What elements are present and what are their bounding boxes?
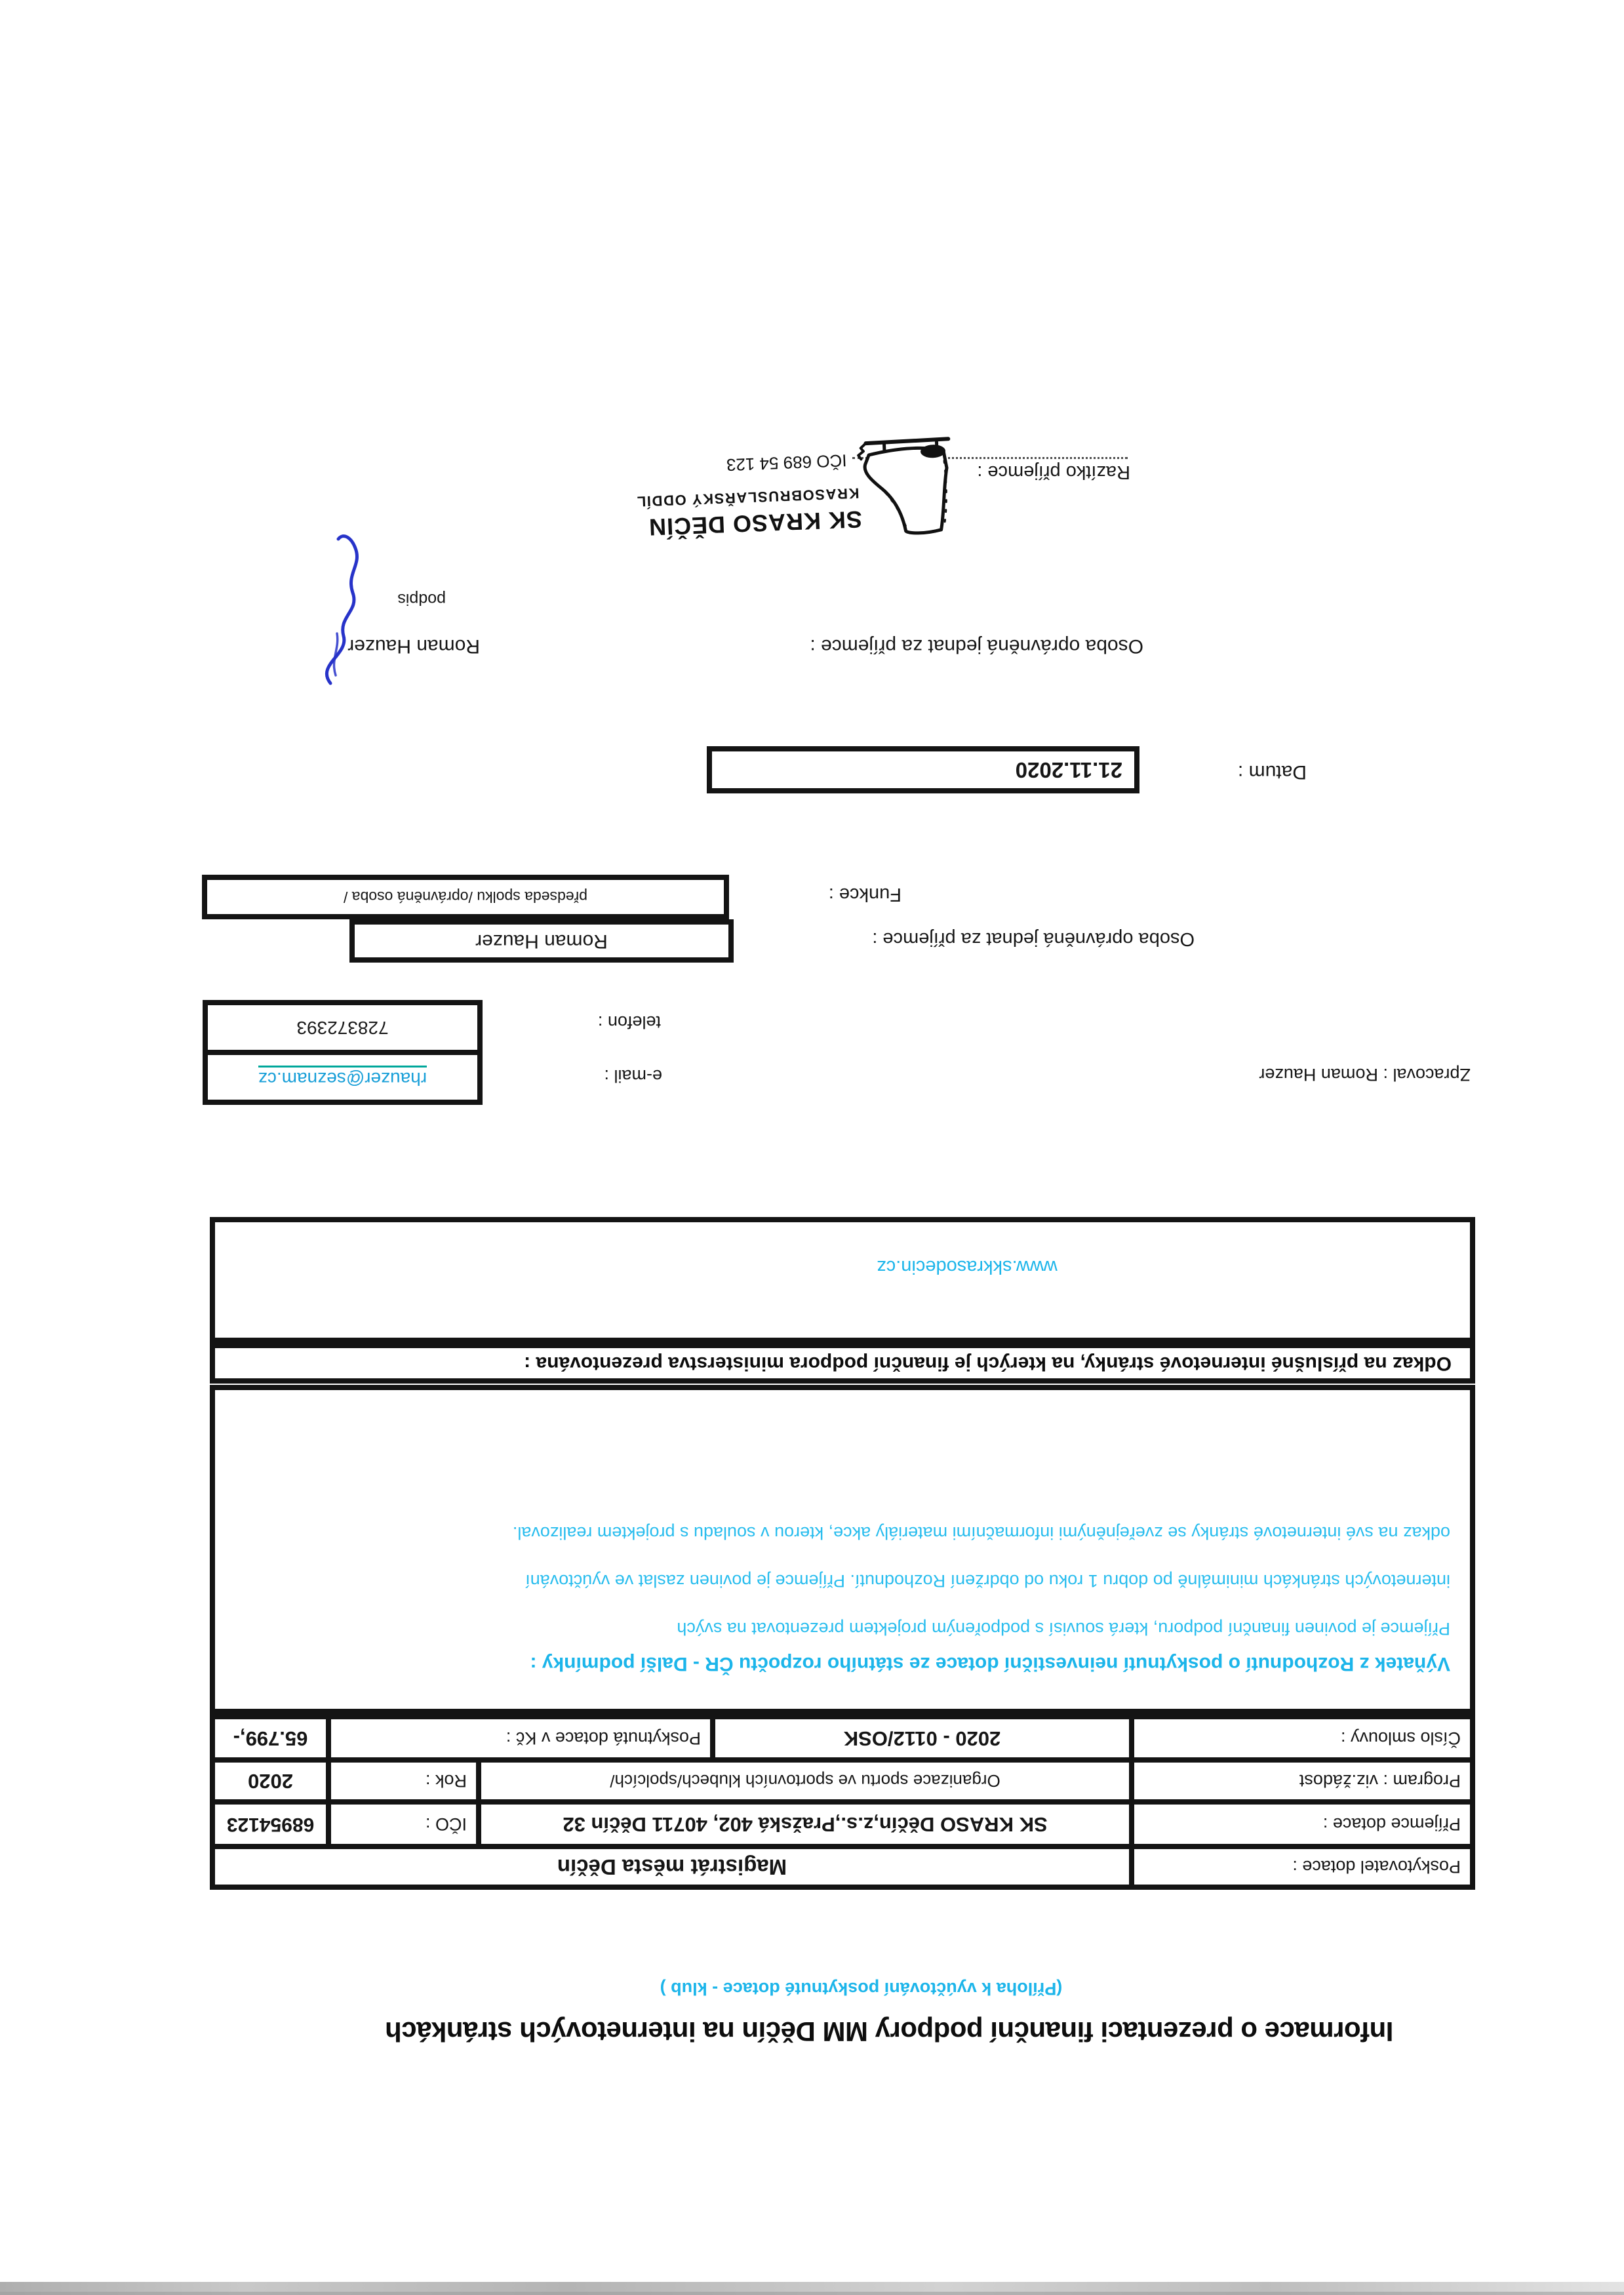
excerpt-box — [210, 1385, 1475, 1714]
email-label: e-mail : — [604, 1066, 662, 1086]
provider-value: Magistrát města Děčín — [215, 1849, 1134, 1885]
excerpt-line-1: Příjemce je povinen finanční podporu, která souvisí s podpořeným projektem prezentovat na svých — [677, 1619, 1450, 1639]
email-value: rhauzer@seznam.cz — [258, 1066, 427, 1089]
authorized-person-box — [349, 919, 734, 963]
page-subtitle: (Příloha k vyúčtování poskytnuté dotace - klub ) — [660, 1979, 1063, 1999]
signature-person-label: Osoba oprávněná jednat za příjemce : — [810, 635, 1143, 657]
amount-value: 65.799,- — [215, 1719, 331, 1757]
funkce-label: Funkce : — [828, 884, 901, 905]
program-label: Program : viz.žádost — [1299, 1771, 1461, 1791]
website-box — [210, 1217, 1475, 1343]
skate-icon — [847, 424, 972, 538]
email-row — [208, 1055, 477, 1100]
signature-person-name: Roman Hauzer — [347, 635, 480, 657]
contact-box — [203, 1000, 483, 1105]
datum-value: 21.11.2020 — [1015, 758, 1122, 782]
stamp-group — [561, 418, 972, 559]
podpis-label: podpis — [397, 590, 446, 609]
program-value: Organizace sportu ve sportovních klubech/spolcích/ — [481, 1763, 1134, 1799]
excerpt-line-2: internetových stránkách minimálně po dobru 1 roku od obdržení Rozhodnutí. Příjemce je povinen zaslat ve vyúčtování — [525, 1571, 1450, 1591]
table-row-program — [215, 1763, 1470, 1805]
stamp-club-name: SK KRASO DĚČÍN — [648, 506, 863, 541]
recipient-value: SK KRASO Děčín,z.s.,Pražská 402, 40711 Děčín 32 — [481, 1805, 1134, 1844]
rok-value: 2020 — [215, 1763, 331, 1799]
recipient-label: Příjemce dotace : — [1322, 1814, 1461, 1835]
stamp-label: Razítko příjemce : — [977, 462, 1130, 483]
zpracoval-line: Zpracoval : Roman Hauzer — [1259, 1065, 1471, 1085]
authorized-person-value: Roman Hauzer — [475, 930, 608, 952]
stamp-club-division: KRASOBRUSLAŘSKÝ ODDÍL — [635, 485, 860, 510]
table-row-provider — [215, 1849, 1470, 1885]
phone-label: telefon : — [597, 1012, 661, 1032]
datum-label: Datum : — [1237, 761, 1307, 783]
link-heading: Odkaz na příslušné internetové stránky, na kterých je finanční podpora ministerstva prezentována : — [524, 1353, 1452, 1374]
datum-box — [707, 746, 1139, 793]
contract-value: 2020 - 0112/OSK — [715, 1719, 1134, 1757]
funkce-value: předseda spolku /oprávněná osoba / — [343, 888, 588, 906]
ico-label: IČO : — [331, 1805, 481, 1844]
amount-label: Poskytnutá dotace v Kč : — [331, 1719, 715, 1757]
provider-label: Poskytovatel dotace : — [1292, 1857, 1461, 1877]
authorized-person-label: Osoba oprávněná jednat za příjemce : — [872, 928, 1195, 949]
stamp-club-ico: IČO 689 54 123 — [726, 450, 848, 475]
scan-edge-artifact — [0, 2282, 1624, 2295]
grant-table — [210, 1714, 1475, 1890]
phone-value: 728372393 — [296, 1018, 389, 1038]
table-row-recipient — [215, 1805, 1470, 1849]
excerpt-line-3: odkaz na své internetové stránky se zveřejněnými informačními materiály akce, kterou v souladu s projektem realizoval. — [512, 1523, 1450, 1543]
link-heading-row — [210, 1343, 1475, 1384]
contract-label: Číslo smlouvy : — [1340, 1728, 1461, 1749]
funkce-box — [202, 875, 729, 919]
excerpt-heading: Výňatek z Rozhodnutí o poskytnutí neinvestiční dotace ze státního rozpočtu ČR - Další podmínky : — [530, 1653, 1450, 1675]
ico-value: 68954123 — [215, 1805, 331, 1844]
phone-row — [208, 1005, 477, 1055]
website-url: www.skkrasodecin.cz — [877, 1256, 1058, 1277]
table-row-contract — [215, 1719, 1470, 1763]
signature-icon — [303, 528, 382, 688]
rok-label: Rok : — [331, 1763, 481, 1799]
page-title: Informace o prezentaci finanční podpory MM Děčín na internetových stránkách — [385, 2016, 1394, 2047]
